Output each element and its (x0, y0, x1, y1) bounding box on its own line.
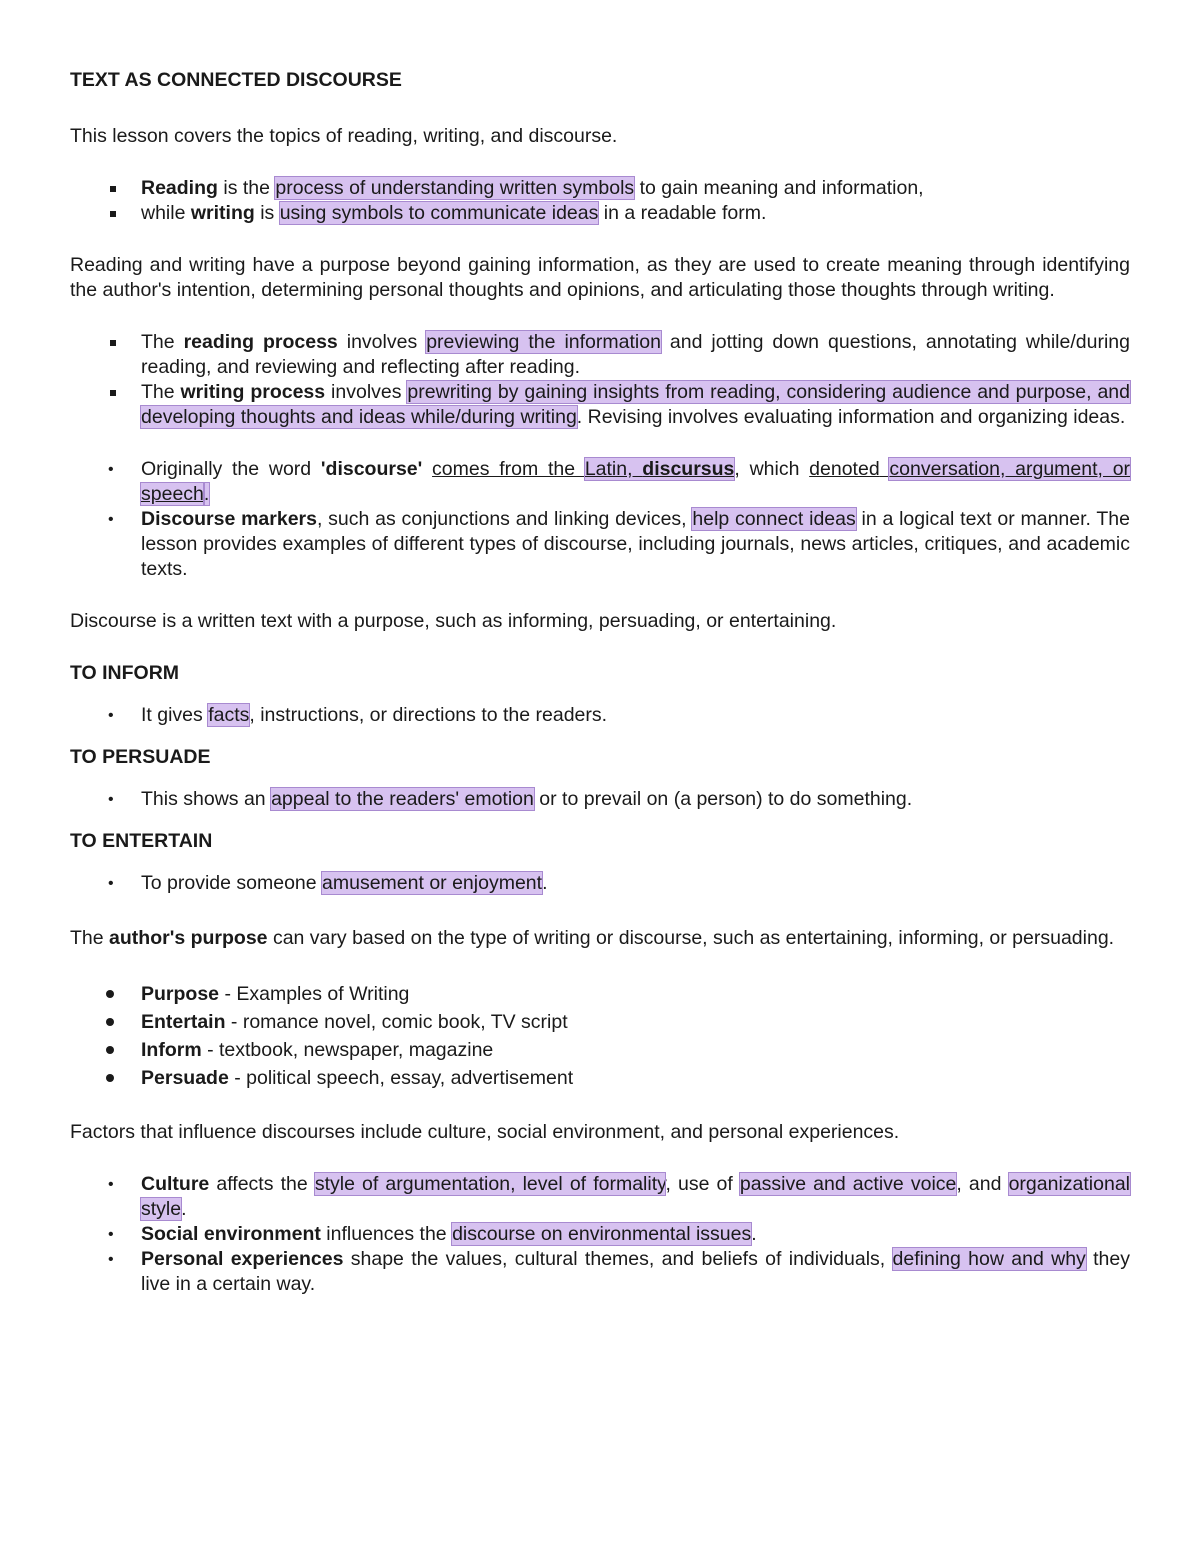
dot-bullet-icon: • (108, 1176, 114, 1193)
highlight: conversation, argument, or speech (141, 458, 1131, 505)
list-item: • Social environment influences the discourse on environmental issues. (108, 1223, 757, 1245)
highlight: Latin, discursus (584, 458, 735, 480)
highlight: prewriting by gaining insights from reading, considering audience and purpose, and developing thoughts and ideas while/during writing (141, 381, 1130, 428)
section-heading-persuade: TO PERSUADE (70, 746, 211, 768)
inform-list (70, 703, 1130, 728)
list-item: • To provide someone amusement or enjoyment. (108, 872, 548, 894)
square-bullet-icon (110, 211, 116, 217)
highlight: help connect ideas (692, 508, 856, 530)
list-item: while writing is using symbols to communicate ideas in a readable form. (70, 201, 1130, 226)
intro-paragraph: This lesson covers the topics of reading, writing, and discourse. (70, 125, 618, 147)
persuade-list (70, 787, 1130, 812)
dot-bullet-icon: • (108, 707, 114, 724)
list-item: • It gives facts, instructions, or directions to the readers. (108, 704, 608, 726)
dot-bullet-icon: • (108, 511, 114, 528)
list-item: The writing process involves prewriting by gaining insights from reading, considering audience and purpose, and developing thoughts and ideas while/during writing. Revising involves evaluating information and organizing ideas. (70, 380, 1130, 430)
list-item: • This shows an appeal to the readers' emotion or to prevail on (a person) to do something. (108, 788, 913, 810)
highlight: using symbols to communicate ideas (279, 202, 599, 224)
list-item: Persuade - political speech, essay, advertisement (70, 1064, 1130, 1092)
list-item: • Originally the word 'discourse' comes from the Latin, discursus, which denoted conversation, argument, or speech. (108, 458, 1131, 505)
authors-purpose-paragraph: The author's purpose can vary based on the type of writing or discourse, such as entertaining, informing, or persuading. (70, 927, 1115, 949)
list-item: Inform - textbook, newspaper, magazine (70, 1036, 1130, 1064)
section-heading-inform: TO INFORM (70, 662, 180, 684)
document-page (70, 68, 1130, 1297)
factors-list (70, 1172, 1130, 1297)
highlight: facts (208, 704, 250, 726)
dot-bullet-icon: • (108, 1251, 114, 1268)
dot-bullet-icon: • (108, 791, 114, 808)
square-bullet-icon (110, 340, 116, 346)
list-item: • Discourse markers, such as conjunctions and linking devices, help connect ideas in a logical text or manner. The lesson provides examples of different types of discourse, including journals, news articles, critiques, and academic texts. (108, 508, 1130, 580)
list-item: Purpose - Examples of Writing (70, 980, 1130, 1008)
purpose-paragraph: Reading and writing have a purpose beyond gaining information, as they are used to create meaning through identifying the author's intention, determining personal thoughts and opinions, and articulating those thoughts through writing. (70, 254, 1130, 301)
disc-bullet-icon (106, 1018, 114, 1026)
highlight: style of argumentation, level of formality (314, 1173, 666, 1195)
purpose-examples-list (70, 980, 1130, 1092)
list-item: Reading is the process of understanding written symbols to gain meaning and information, (70, 176, 1130, 201)
entertain-list (70, 871, 1130, 896)
process-list (70, 330, 1130, 430)
list-item: • Culture affects the style of argumentation, level of formality, use of passive and active voice, and organizational style. (108, 1173, 1130, 1220)
document-title: TEXT AS CONNECTED DISCOURSE (70, 69, 402, 91)
square-bullet-icon (110, 390, 116, 396)
highlight: previewing the information (426, 331, 661, 353)
dot-bullet-icon: • (108, 461, 114, 478)
square-bullet-icon (110, 186, 116, 192)
highlight: amusement or enjoyment (322, 872, 543, 894)
dot-bullet-icon: • (108, 1226, 114, 1243)
disc-bullet-icon (106, 1074, 114, 1082)
disc-bullet-icon (106, 990, 114, 998)
list-item: • Personal experiences shape the values, cultural themes, and beliefs of individuals, defining how and why they live in a certain way. (108, 1248, 1130, 1295)
reading-writing-list (70, 176, 1130, 226)
disc-bullet-icon (106, 1046, 114, 1054)
dot-bullet-icon: • (108, 875, 114, 892)
discourse-list (70, 457, 1130, 582)
highlight: process of understanding written symbols (275, 177, 635, 199)
discourse-paragraph: Discourse is a written text with a purpose, such as informing, persuading, or entertaining. (70, 610, 837, 632)
section-heading-entertain: TO ENTERTAIN (70, 830, 213, 852)
highlight: passive and active voice (739, 1173, 957, 1195)
highlight: discourse on environmental issues (452, 1223, 752, 1245)
list-item: The reading process involves previewing the information and jotting down questions, annotating while/during reading, and reviewing and reflecting after reading. (70, 330, 1130, 380)
highlight: appeal to the readers' emotion (271, 788, 534, 810)
highlight: defining how and why (892, 1248, 1086, 1270)
list-item: Entertain - romance novel, comic book, TV script (70, 1008, 1130, 1036)
factors-paragraph: Factors that influence discourses include culture, social environment, and personal experiences. (70, 1121, 900, 1143)
highlight: organizational style (141, 1173, 1130, 1220)
